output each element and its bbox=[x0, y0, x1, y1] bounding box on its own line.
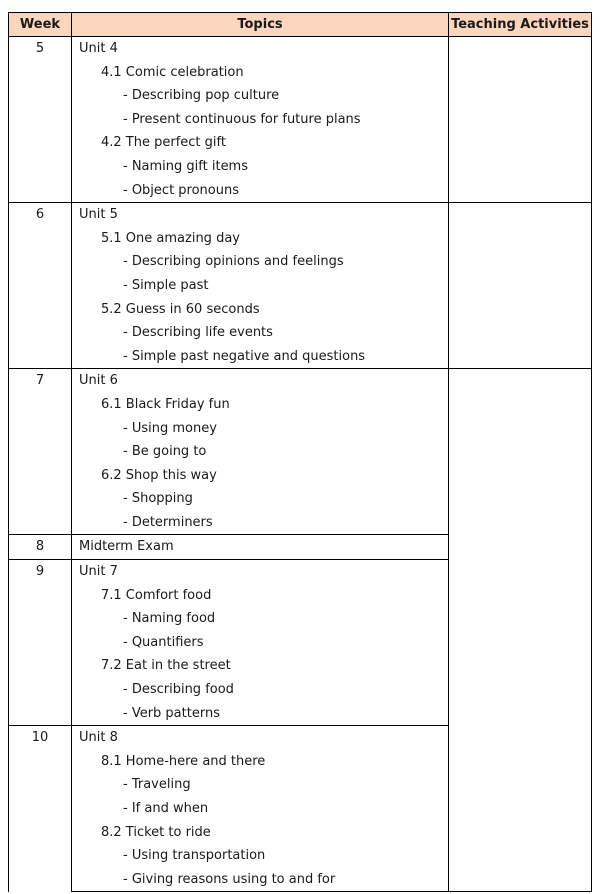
topic-cell bbox=[72, 131, 449, 155]
lesson-title: 8.1 Home-here and there bbox=[101, 753, 266, 769]
week-cell: 5 bbox=[9, 37, 72, 203]
lesson-title: 7.1 Comfort food bbox=[101, 587, 212, 603]
topic-item: - Object pronouns bbox=[123, 182, 240, 198]
lesson-title: 6.2 Shop this way bbox=[101, 467, 217, 483]
topic-cell bbox=[72, 464, 449, 488]
topic-cell bbox=[72, 654, 449, 678]
activities-header: Teaching Activities bbox=[449, 13, 592, 37]
lesson-title: 5.2 Guess in 60 seconds bbox=[101, 301, 260, 317]
topic-cell bbox=[72, 560, 449, 584]
unit-title: Unit 4 bbox=[79, 41, 118, 56]
topic-item: - Determiners bbox=[123, 514, 213, 530]
topic-item: - Using money bbox=[123, 420, 217, 436]
topics-header: Topics bbox=[72, 13, 449, 37]
topic-item: - Describing pop culture bbox=[123, 88, 280, 104]
topic-item: - If and when bbox=[123, 801, 209, 816]
topic-cell bbox=[72, 227, 449, 251]
topic-cell bbox=[72, 607, 449, 631]
week-cell: 8 bbox=[9, 535, 72, 560]
topic-item: - Be going to bbox=[123, 444, 207, 460]
topic-cell bbox=[72, 393, 449, 417]
topic-cell bbox=[72, 417, 449, 441]
unit-title: Unit 6 bbox=[79, 373, 118, 389]
syllabus-body bbox=[9, 37, 592, 892]
topic-cell bbox=[72, 631, 449, 655]
week-cell: 7 bbox=[9, 369, 72, 535]
topic-cell bbox=[72, 250, 449, 274]
topic-cell bbox=[72, 726, 449, 750]
topic-item: - Naming gift items bbox=[123, 158, 248, 174]
lesson-title: 5.1 One amazing day bbox=[101, 230, 240, 246]
week-header: Week bbox=[9, 13, 72, 37]
activities-cell bbox=[449, 37, 592, 203]
topic-cell bbox=[72, 345, 449, 369]
lesson-title: 4.1 Comic celebration bbox=[101, 64, 244, 80]
week-cell: 10 bbox=[9, 726, 72, 892]
table-row bbox=[9, 369, 592, 393]
topic-cell bbox=[72, 678, 449, 702]
table-row bbox=[9, 37, 592, 61]
topic-cell bbox=[72, 702, 449, 726]
topic-item: - Using transportation bbox=[123, 848, 266, 864]
topic-cell bbox=[72, 821, 449, 845]
unit-title: Unit 7 bbox=[79, 564, 118, 580]
activities-cell bbox=[449, 369, 592, 892]
activities-cell bbox=[449, 203, 592, 369]
topic-item: - Shopping bbox=[123, 491, 193, 507]
header-row bbox=[9, 13, 592, 37]
week-cell: 9 bbox=[9, 560, 72, 726]
topic-cell bbox=[72, 511, 449, 535]
lesson-title: 4.2 The perfect gift bbox=[101, 135, 226, 151]
topic-item: - Describing food bbox=[123, 682, 234, 698]
topic-item: - Present continuous for future plans bbox=[123, 111, 361, 127]
topic-cell bbox=[72, 584, 449, 608]
topic-cell bbox=[72, 321, 449, 345]
topic-cell bbox=[72, 773, 449, 797]
topic-item: - Describing life events bbox=[123, 325, 273, 341]
topic-item: - Giving reasons using to and for bbox=[123, 871, 336, 887]
topic-item: - Traveling bbox=[123, 777, 191, 793]
topic-cell bbox=[72, 84, 449, 108]
unit-title: Unit 5 bbox=[79, 207, 118, 223]
week-cell: 6 bbox=[9, 203, 72, 369]
table-row bbox=[9, 203, 592, 227]
syllabus-table bbox=[8, 12, 592, 892]
topic-cell bbox=[72, 108, 449, 132]
unit-title: Unit 8 bbox=[79, 730, 118, 746]
topic-cell bbox=[72, 535, 449, 560]
topic-item: - Quantifiers bbox=[123, 634, 204, 650]
topic-cell bbox=[72, 440, 449, 464]
topic-cell bbox=[72, 179, 449, 203]
topic-item: - Verb patterns bbox=[123, 705, 220, 721]
topic-cell bbox=[72, 298, 449, 322]
topic-item: - Simple past bbox=[123, 277, 209, 293]
unit-title: Midterm Exam bbox=[79, 539, 174, 555]
topic-cell bbox=[72, 750, 449, 774]
lesson-title: 6.1 Black Friday fun bbox=[101, 396, 230, 412]
lesson-title: 7.2 Eat in the street bbox=[101, 658, 231, 674]
topic-cell bbox=[72, 844, 449, 868]
topic-cell bbox=[72, 61, 449, 85]
topic-cell bbox=[72, 487, 449, 511]
topic-item: - Describing opinions and feelings bbox=[123, 254, 344, 270]
topic-cell bbox=[72, 797, 449, 821]
topic-item: - Simple past negative and questions bbox=[123, 348, 366, 364]
topic-cell bbox=[72, 369, 449, 393]
topic-item: - Naming food bbox=[123, 611, 216, 627]
topic-cell bbox=[72, 37, 449, 61]
topic-cell bbox=[72, 203, 449, 227]
lesson-title: 8.2 Ticket to ride bbox=[101, 824, 211, 840]
topic-cell bbox=[72, 868, 449, 892]
topic-cell bbox=[72, 155, 449, 179]
topic-cell bbox=[72, 274, 449, 298]
